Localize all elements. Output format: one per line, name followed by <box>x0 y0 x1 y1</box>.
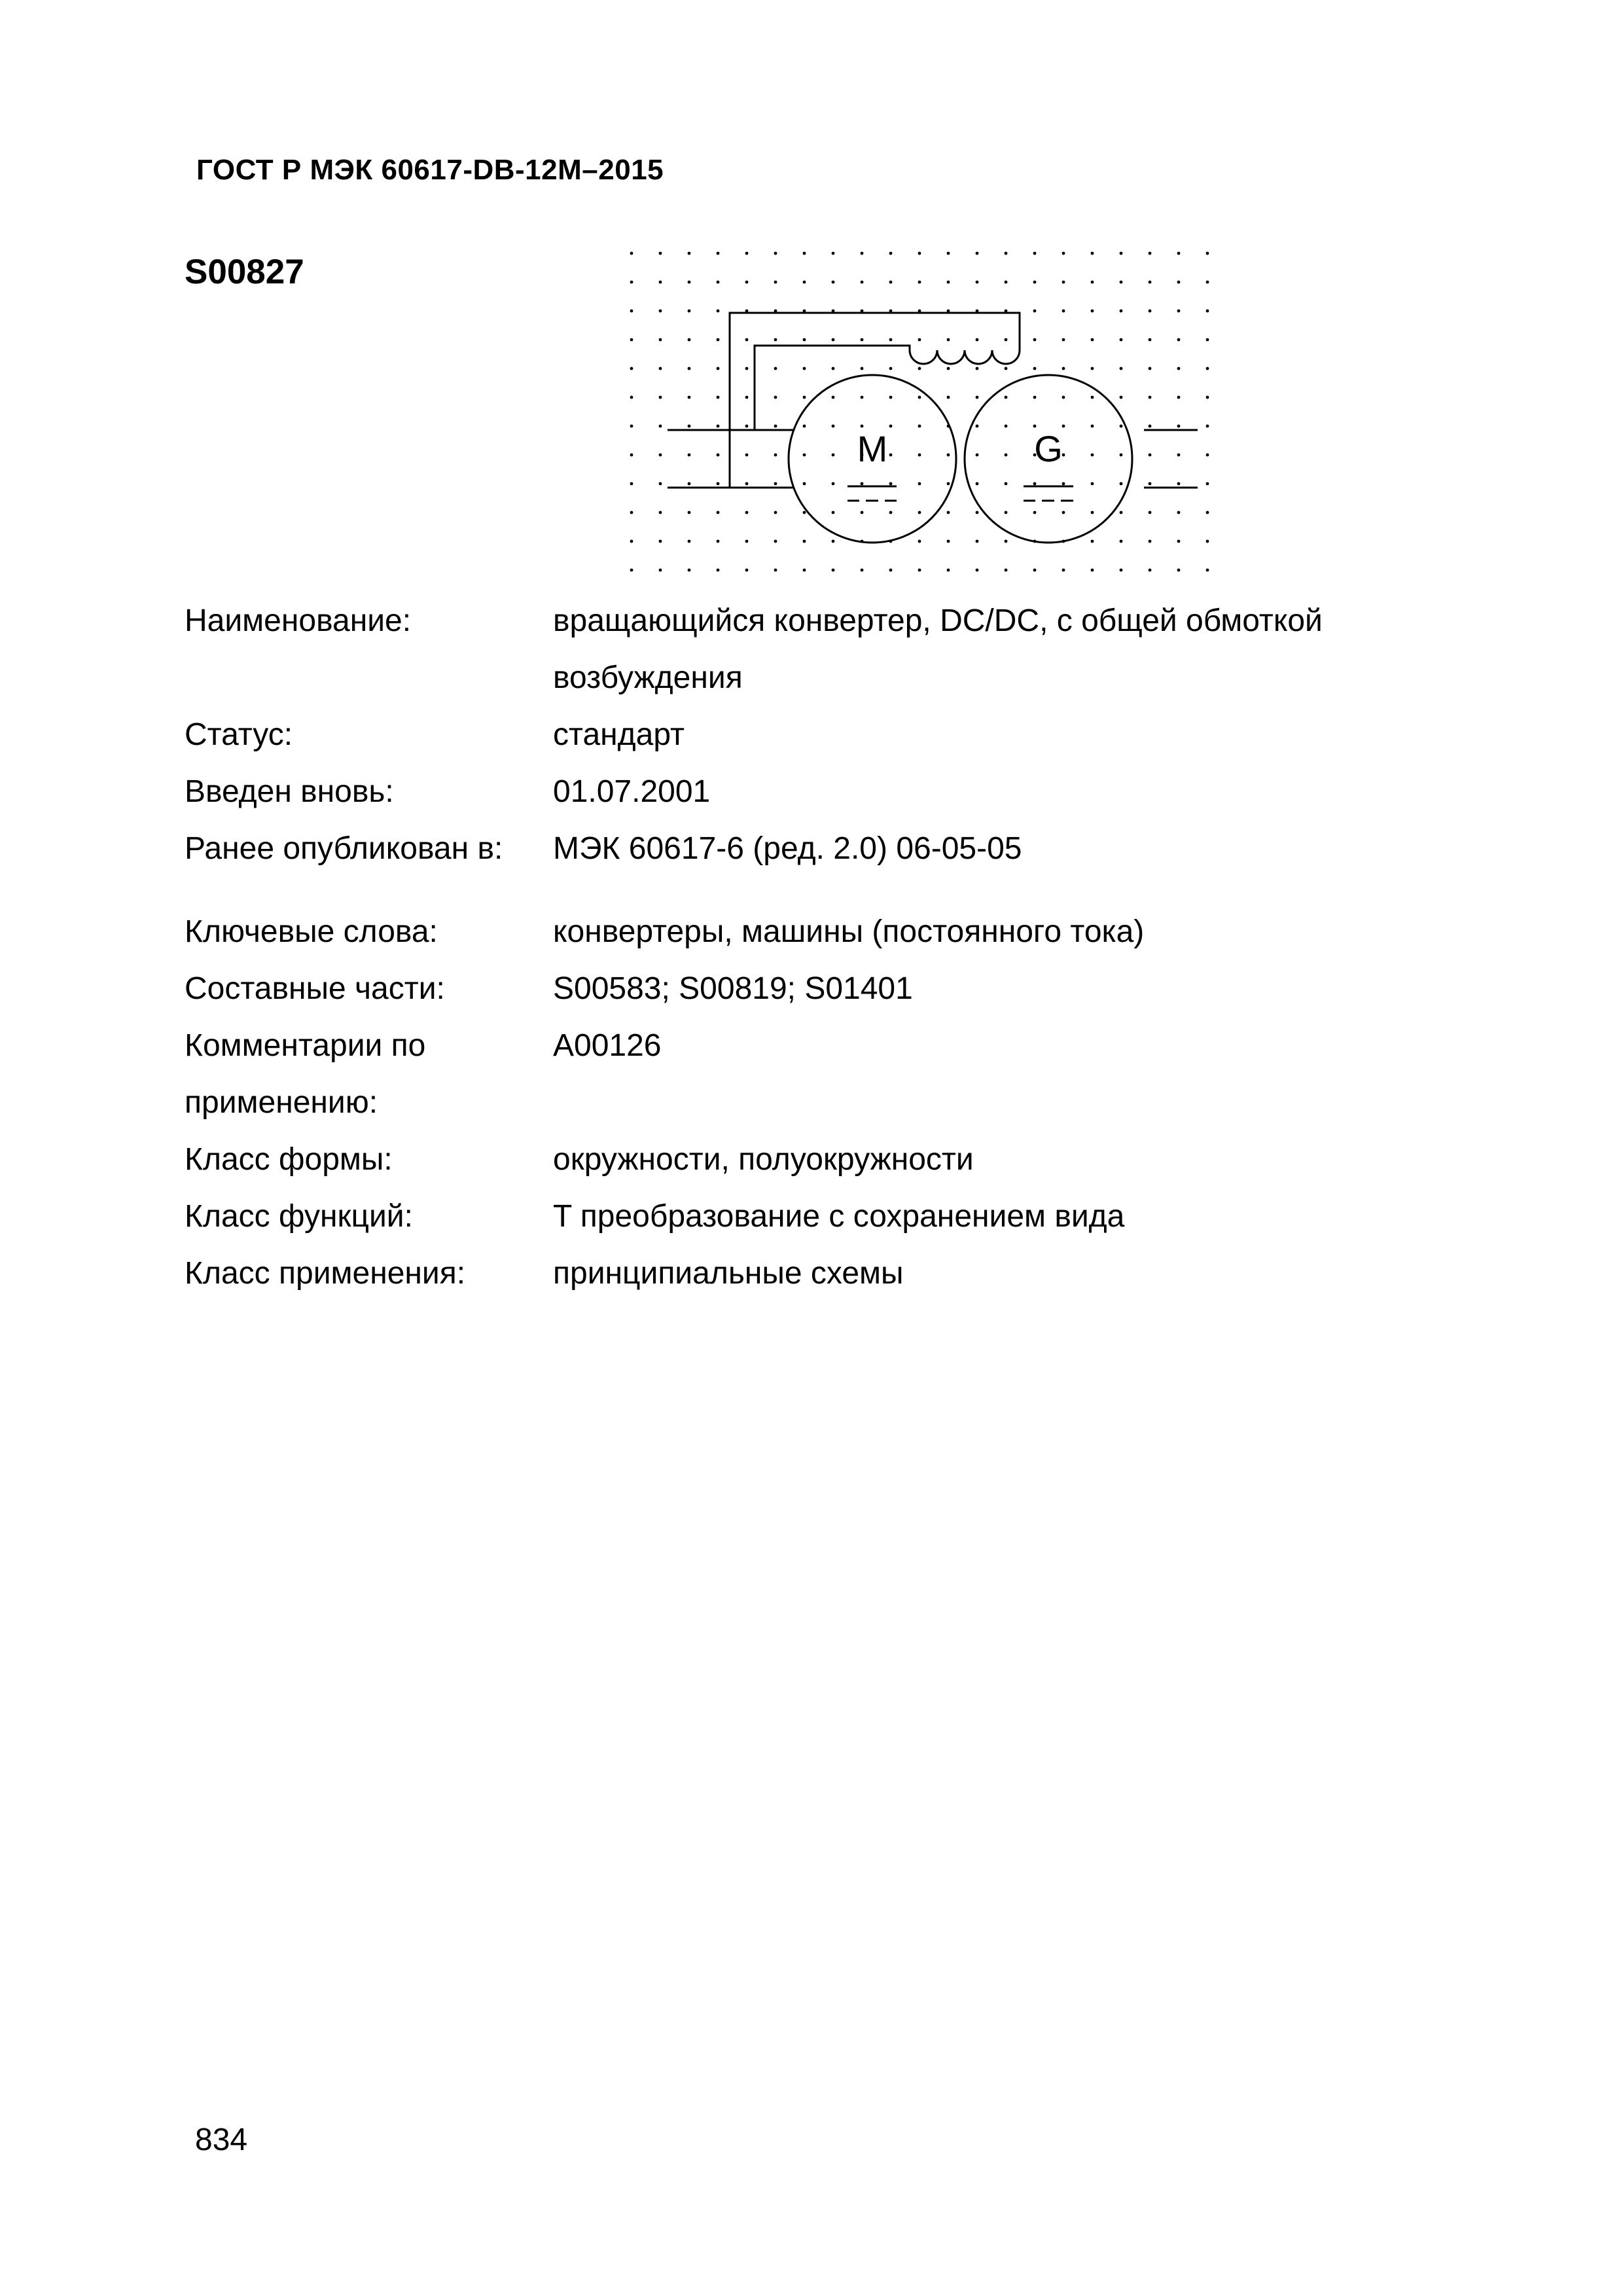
attr-label: Введен вновь: <box>185 774 394 809</box>
grid-dot <box>774 511 777 514</box>
grid-dot <box>688 454 691 457</box>
grid-dot <box>1091 569 1094 572</box>
grid-dot <box>918 482 921 486</box>
grid-dot <box>688 338 691 342</box>
grid-dot <box>630 569 633 572</box>
grid-dot <box>947 281 950 284</box>
generator-letter: G <box>1034 428 1063 469</box>
grid-dot <box>745 454 749 457</box>
attr-row-function-class <box>185 1188 1428 1245</box>
grid-dot <box>832 482 835 486</box>
attr-value: T преобразование с сохранением вида <box>553 1199 1125 1234</box>
grid-dot <box>1033 281 1037 284</box>
grid-dot <box>1062 425 1065 428</box>
grid-dot <box>976 482 979 486</box>
grid-dot <box>889 454 893 457</box>
grid-dot <box>1091 511 1094 514</box>
grid-dot <box>774 454 777 457</box>
attr-value: конвертеры, машины (постоянного тока) <box>553 914 1145 949</box>
grid-dot <box>1206 425 1209 428</box>
grid-dot <box>659 425 662 428</box>
grid-dot <box>803 338 806 342</box>
attr-row-application-class <box>185 1245 1428 1302</box>
attribute-table <box>185 592 1428 1302</box>
grid-dot <box>1177 454 1181 457</box>
grid-dot <box>861 569 864 572</box>
rotating-converter-symbol <box>615 239 1230 592</box>
grid-dot <box>889 511 893 514</box>
grid-dot <box>1005 569 1008 572</box>
grid-dot <box>1206 252 1209 255</box>
attr-row-status <box>185 706 1428 763</box>
grid-dot <box>745 396 749 399</box>
grid-dot <box>745 281 749 284</box>
grid-dot <box>803 367 806 370</box>
grid-dot <box>976 425 979 428</box>
grid-dot <box>1206 367 1209 370</box>
grid-dot <box>947 482 950 486</box>
grid-dot <box>1206 482 1209 486</box>
grid-dot <box>1062 367 1065 370</box>
grid-dot <box>803 425 806 428</box>
grid-dot <box>659 338 662 342</box>
symbol-code: S00827 <box>185 253 304 291</box>
grid-dot <box>1120 454 1123 457</box>
grid-dot <box>861 281 864 284</box>
grid-dot <box>1177 281 1181 284</box>
attr-value: стандарт <box>553 717 685 752</box>
grid-dot <box>1005 511 1008 514</box>
grid-dot <box>1177 482 1181 486</box>
grid-dot <box>947 396 950 399</box>
grid-dot <box>1149 281 1152 284</box>
grid-dot <box>1120 540 1123 543</box>
grid-dot <box>832 281 835 284</box>
grid-dot <box>1005 454 1008 457</box>
grid-dot <box>1033 367 1037 370</box>
grid-dot <box>918 281 921 284</box>
grid-dot <box>1091 425 1094 428</box>
grid-dot <box>832 511 835 514</box>
grid-dot <box>1062 310 1065 313</box>
grid-dot <box>1149 310 1152 313</box>
grid-dot <box>947 454 950 457</box>
grid-dot <box>1033 252 1037 255</box>
symbol-figure <box>615 239 1230 592</box>
grid-dot <box>1177 569 1181 572</box>
grid-dot <box>1091 367 1094 370</box>
grid-dot <box>1005 396 1008 399</box>
grid-dot <box>717 396 720 399</box>
grid-dot <box>745 482 749 486</box>
grid-dot <box>947 540 950 543</box>
grid-dot <box>947 338 950 342</box>
grid-dot <box>803 396 806 399</box>
grid-dot <box>659 540 662 543</box>
grid-dot <box>976 511 979 514</box>
grid-dot <box>1149 367 1152 370</box>
grid-dot <box>1206 396 1209 399</box>
grid-dot <box>832 540 835 543</box>
grid-dot <box>659 511 662 514</box>
grid-dot <box>803 252 806 255</box>
grid-dot <box>1091 482 1094 486</box>
grid-dot <box>1177 540 1181 543</box>
grid-dot <box>1005 281 1008 284</box>
grid-dot <box>688 482 691 486</box>
attr-value: S00583; S00819; S01401 <box>553 971 913 1006</box>
grid-dot <box>1091 454 1094 457</box>
grid-dot <box>1177 338 1181 342</box>
grid-dot <box>630 281 633 284</box>
grid-dot <box>861 338 864 342</box>
grid-dot <box>1005 425 1008 428</box>
attr-row-application-notes <box>185 1017 1428 1131</box>
grid-dot <box>976 252 979 255</box>
grid-dot <box>1206 454 1209 457</box>
grid-dot <box>659 482 662 486</box>
grid-dot <box>861 425 864 428</box>
grid-dot <box>918 511 921 514</box>
grid-dot <box>918 540 921 543</box>
grid-dot <box>717 310 720 313</box>
grid-dot <box>889 482 893 486</box>
grid-dot <box>889 396 893 399</box>
grid-dot <box>832 367 835 370</box>
grid-dot <box>803 511 806 514</box>
grid-dot <box>688 540 691 543</box>
grid-dot <box>947 569 950 572</box>
grid-dot <box>889 425 893 428</box>
grid-dot <box>1206 540 1209 543</box>
grid-dot <box>688 281 691 284</box>
grid-dot <box>861 367 864 370</box>
grid-dot <box>688 569 691 572</box>
grid-dot <box>774 569 777 572</box>
grid-dot <box>976 540 979 543</box>
grid-dot <box>918 338 921 342</box>
grid-dot <box>630 540 633 543</box>
attr-row-components <box>185 960 1428 1017</box>
grid-dot <box>774 425 777 428</box>
grid-dot <box>1206 310 1209 313</box>
grid-dot <box>832 252 835 255</box>
grid-dot <box>1120 511 1123 514</box>
grid-dot <box>1091 396 1094 399</box>
grid-dot <box>1005 367 1008 370</box>
grid-dot <box>1149 396 1152 399</box>
attr-label: Комментарии по применению: <box>185 1028 426 1120</box>
grid-dot <box>1091 338 1094 342</box>
grid-dot <box>861 482 864 486</box>
attr-value: МЭК 60617-6 (ред. 2.0) 06-05-05 <box>553 831 1022 866</box>
grid-dot <box>1091 310 1094 313</box>
grid-dot <box>1033 482 1037 486</box>
grid-dot <box>1149 482 1152 486</box>
grid-dot <box>745 252 749 255</box>
grid-dot <box>1062 569 1065 572</box>
grid-dot <box>1177 396 1181 399</box>
grid-dot <box>717 425 720 428</box>
grid-dot <box>976 569 979 572</box>
grid-dot <box>1177 425 1181 428</box>
attr-row-keywords <box>185 903 1428 960</box>
grid-dot <box>889 367 893 370</box>
grid-dot <box>947 511 950 514</box>
grid-dot <box>1062 511 1065 514</box>
grid-dot <box>1177 310 1181 313</box>
grid-dot <box>1206 511 1209 514</box>
grid-dot <box>918 454 921 457</box>
grid-dot <box>1206 569 1209 572</box>
attr-label: Наименование: <box>185 603 412 638</box>
grid-dot <box>976 281 979 284</box>
grid-dot <box>1149 511 1152 514</box>
grid-dot <box>918 252 921 255</box>
grid-dot <box>1149 252 1152 255</box>
grid-dot <box>630 482 633 486</box>
grid-dot <box>1033 425 1037 428</box>
grid-dot <box>1033 511 1037 514</box>
grid-dot <box>976 454 979 457</box>
grid-dot <box>774 540 777 543</box>
grid-dot <box>1120 425 1123 428</box>
grid-dot <box>803 540 806 543</box>
attr-label: Составные части: <box>185 971 445 1006</box>
grid-dot <box>717 338 720 342</box>
attr-label: Класс функций: <box>185 1199 413 1234</box>
attr-row-introduced <box>185 763 1428 820</box>
grid-dot <box>1120 310 1123 313</box>
grid-dot <box>1062 252 1065 255</box>
grid-dot <box>1005 252 1008 255</box>
grid-dot <box>947 252 950 255</box>
grid-dot <box>1062 482 1065 486</box>
grid-dot <box>1062 338 1065 342</box>
grid-dot <box>1149 425 1152 428</box>
attr-value: принципиальные схемы <box>553 1256 904 1291</box>
grid-dot <box>1120 396 1123 399</box>
grid-dot <box>717 454 720 457</box>
attr-label: Ранее опубликован в: <box>185 831 503 866</box>
attr-label: Класс формы: <box>185 1142 393 1177</box>
motor-dc-sign <box>847 486 897 501</box>
grid-dot <box>803 482 806 486</box>
grid-dot <box>688 425 691 428</box>
grid-dot <box>774 281 777 284</box>
grid-dot <box>1091 540 1094 543</box>
grid-dot <box>861 252 864 255</box>
grid-dot <box>1149 454 1152 457</box>
grid-dot <box>774 367 777 370</box>
grid-dot <box>774 252 777 255</box>
grid-dot <box>1120 338 1123 342</box>
grid-dot <box>1120 482 1123 486</box>
grid-dot <box>717 540 720 543</box>
grid-dot <box>745 511 749 514</box>
grid-dot <box>1005 540 1008 543</box>
grid-dot <box>630 396 633 399</box>
grid-dot <box>832 396 835 399</box>
grid-dot <box>1062 396 1065 399</box>
grid-dot <box>659 281 662 284</box>
grid-dot <box>717 252 720 255</box>
grid-dot <box>803 281 806 284</box>
grid-dot <box>717 367 720 370</box>
generator-dc-sign <box>1024 486 1073 501</box>
grid-dot <box>1149 540 1152 543</box>
grid-dot <box>861 511 864 514</box>
grid-dot <box>832 338 835 342</box>
grid-dot <box>1033 310 1037 313</box>
grid-dot <box>717 482 720 486</box>
grid-dot <box>1120 281 1123 284</box>
grid-dot <box>659 252 662 255</box>
dot-grid <box>630 252 1209 572</box>
grid-dot <box>976 396 979 399</box>
grid-dot <box>889 338 893 342</box>
grid-dot <box>630 252 633 255</box>
grid-dot <box>832 569 835 572</box>
generator-terminal-lines <box>1144 430 1198 488</box>
grid-dot <box>832 425 835 428</box>
attr-row-shape-class <box>185 1131 1428 1188</box>
grid-dot <box>1033 338 1037 342</box>
grid-dot <box>745 367 749 370</box>
attr-value: A00126 <box>553 1028 662 1063</box>
grid-dot <box>630 511 633 514</box>
grid-dot <box>1149 338 1152 342</box>
grid-dot <box>1005 338 1008 342</box>
grid-dot <box>688 396 691 399</box>
grid-dot <box>688 310 691 313</box>
grid-dot <box>745 540 749 543</box>
grid-dot <box>1062 281 1065 284</box>
grid-dot <box>1033 396 1037 399</box>
grid-dot <box>918 569 921 572</box>
grid-dot <box>918 425 921 428</box>
grid-dot <box>774 338 777 342</box>
grid-dot <box>1120 367 1123 370</box>
grid-dot <box>1120 252 1123 255</box>
motor-letter: M <box>857 428 888 469</box>
grid-dot <box>630 338 633 342</box>
attr-label: Класс применения: <box>185 1256 466 1291</box>
grid-dot <box>717 511 720 514</box>
grid-dot <box>976 367 979 370</box>
grid-dot <box>774 482 777 486</box>
grid-dot <box>803 454 806 457</box>
grid-dot <box>745 569 749 572</box>
grid-dot <box>717 569 720 572</box>
grid-dot <box>947 367 950 370</box>
grid-dot <box>803 569 806 572</box>
grid-dot <box>659 310 662 313</box>
grid-dot <box>918 396 921 399</box>
grid-dot <box>688 367 691 370</box>
grid-dot <box>1033 569 1037 572</box>
grid-dot <box>1177 367 1181 370</box>
grid-dot <box>630 367 633 370</box>
grid-dot <box>861 396 864 399</box>
attr-row-previously-published <box>185 820 1428 877</box>
grid-dot <box>630 454 633 457</box>
attr-value: окружности, полуокружности <box>553 1142 974 1177</box>
grid-dot <box>889 281 893 284</box>
grid-dot <box>659 569 662 572</box>
grid-dot <box>1120 569 1123 572</box>
grid-dot <box>659 454 662 457</box>
grid-dot <box>1177 252 1181 255</box>
grid-dot <box>659 396 662 399</box>
grid-dot <box>688 252 691 255</box>
grid-dot <box>1091 281 1094 284</box>
grid-dot <box>1005 482 1008 486</box>
grid-dot <box>1149 569 1152 572</box>
grid-dot <box>630 310 633 313</box>
grid-dot <box>745 425 749 428</box>
grid-dot <box>688 511 691 514</box>
attr-row-name <box>185 592 1428 706</box>
grid-dot <box>630 425 633 428</box>
attr-label: Статус: <box>185 717 293 752</box>
grid-dot <box>1091 252 1094 255</box>
grid-dot <box>889 252 893 255</box>
attr-label: Ключевые слова: <box>185 914 438 949</box>
grid-dot <box>1177 511 1181 514</box>
grid-dot <box>976 338 979 342</box>
grid-dot <box>832 454 835 457</box>
attr-value: 01.07.2001 <box>553 774 711 809</box>
grid-dot <box>1206 338 1209 342</box>
grid-dot <box>659 367 662 370</box>
document-header: ГОСТ Р МЭК 60617-DB-12M–2015 <box>196 154 664 186</box>
grid-dot <box>918 367 921 370</box>
grid-dot <box>774 396 777 399</box>
attr-value: вращающийся конвертер, DC/DC, с общей обмоткой возбуждения <box>553 603 1323 695</box>
grid-dot <box>889 569 893 572</box>
page-number: 834 <box>195 2123 248 2157</box>
grid-dot <box>717 281 720 284</box>
grid-dot <box>745 338 749 342</box>
grid-dot <box>1206 281 1209 284</box>
